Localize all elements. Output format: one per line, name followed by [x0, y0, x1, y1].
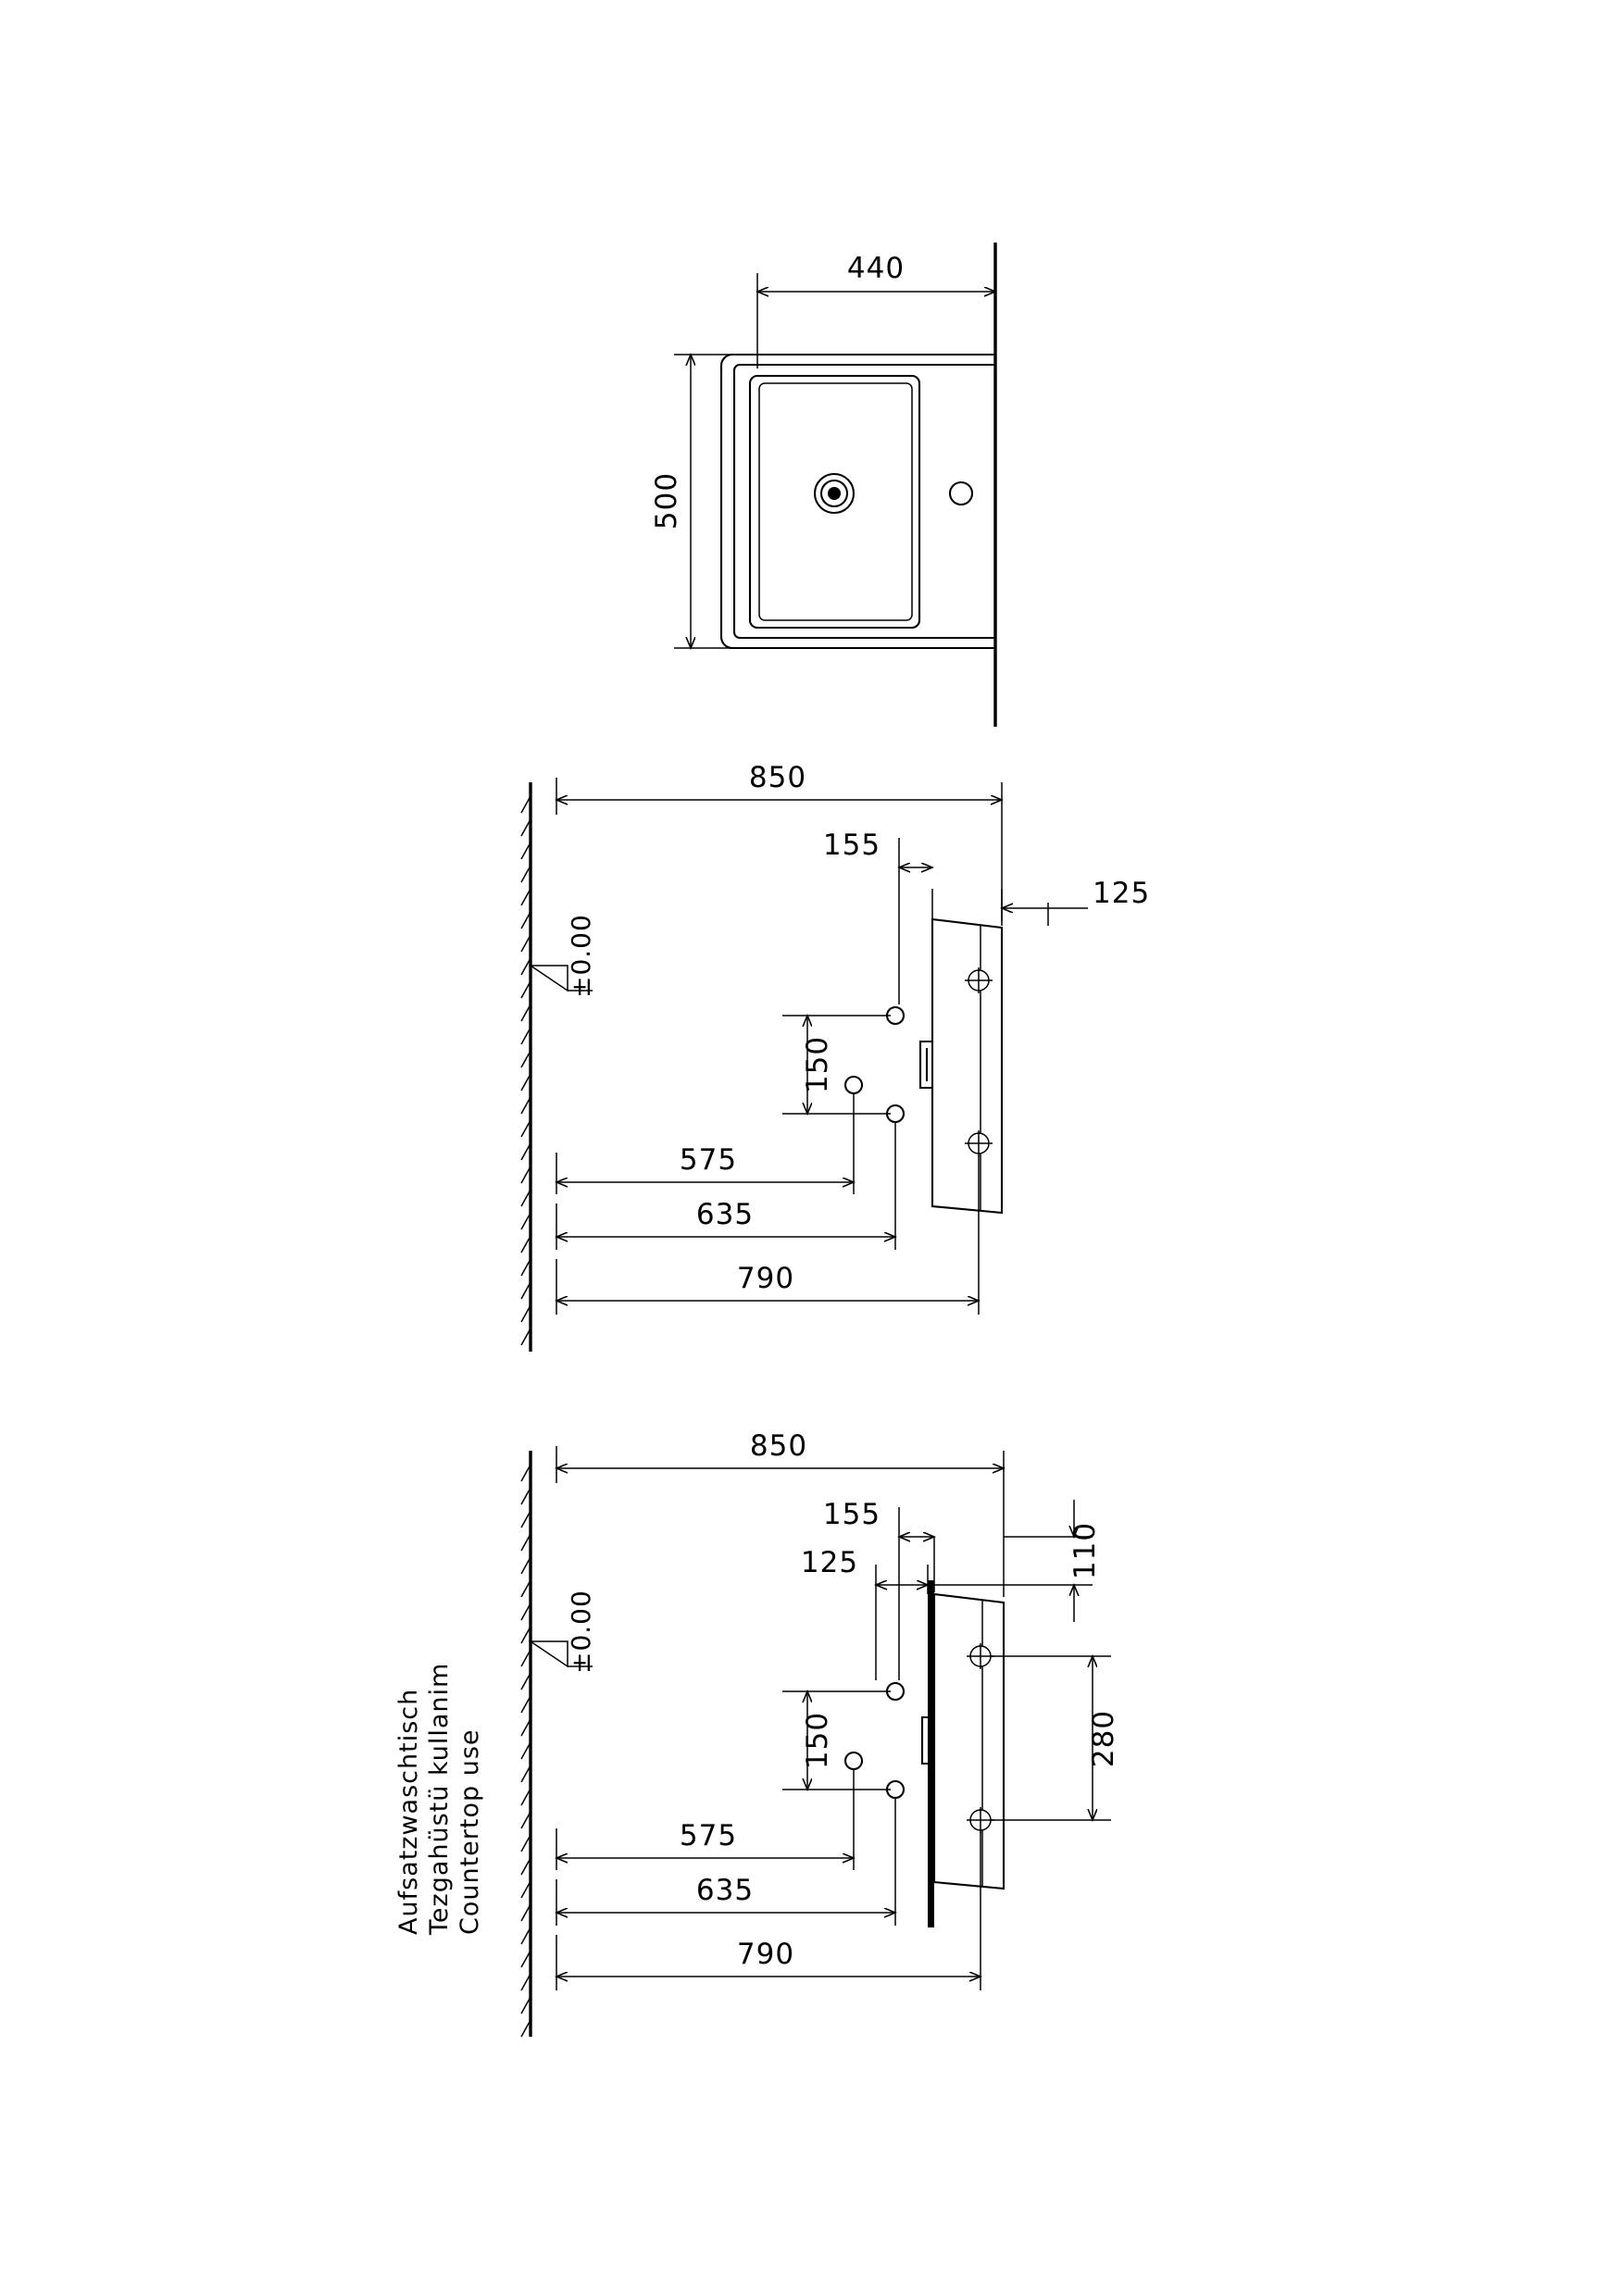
- basin-side-profile-middle: [932, 919, 1002, 1213]
- dim-label-575-bottom: 575: [679, 1819, 738, 1852]
- basin-side-profile-bottom: [934, 1594, 1004, 1889]
- dim-label-155-middle: 155: [822, 829, 881, 862]
- datum-label-bottom: ±0.00: [566, 1590, 596, 1674]
- top-view-group: [650, 243, 995, 727]
- outlet-hole-mid-middle: [845, 1077, 862, 1093]
- dim-label-635-bottom: 635: [695, 1874, 755, 1907]
- note-countertop-de: Aufsatzwaschtisch: [394, 1688, 423, 1935]
- dim-label-790-bottom: 790: [736, 1938, 795, 1971]
- dim-label-155-bottom: 155: [822, 1498, 881, 1531]
- note-countertop-tr: Tezgahüstü kullanim: [425, 1662, 454, 1935]
- dim-label-280: 280: [1087, 1709, 1120, 1768]
- fixing-point-upper-bottom: [967, 1643, 994, 1669]
- note-countertop-en: Countertop use: [456, 1728, 484, 1935]
- basin-rim-inner-top: [734, 365, 995, 638]
- dim-label-110: 110: [1068, 1521, 1102, 1580]
- fixing-point-lower-middle: [965, 1130, 993, 1156]
- dim-label-150-middle: 150: [801, 1035, 834, 1094]
- dim-label-575-middle: 575: [679, 1143, 738, 1177]
- dim-label-150-bottom: 150: [801, 1711, 834, 1770]
- dim-label-635-middle: 635: [695, 1198, 755, 1231]
- side-view-countertop-group: [394, 1429, 1120, 2037]
- tap-hole-top: [950, 482, 972, 505]
- fixing-point-upper-middle: [965, 967, 993, 993]
- dim-label-440: 440: [846, 252, 906, 285]
- dim-label-125-middle: 125: [1093, 877, 1151, 910]
- dim-label-850-bottom: 850: [749, 1429, 808, 1463]
- datum-label-middle: ±0.00: [566, 914, 596, 998]
- dim-label-500: 500: [650, 471, 683, 530]
- basin-bowl-top: [750, 376, 919, 628]
- fixing-point-lower-bottom: [967, 1807, 994, 1833]
- dim-label-125-bottom: 125: [800, 1546, 859, 1579]
- basin-bowl-inner-top: [759, 383, 912, 620]
- dim-label-790-middle: 790: [736, 1262, 795, 1295]
- side-view-wall-hung-group: [521, 761, 1150, 1352]
- dim-label-850-middle: 850: [748, 761, 807, 794]
- outlet-hole-mid-bottom: [845, 1752, 862, 1769]
- drain-center: [828, 487, 841, 500]
